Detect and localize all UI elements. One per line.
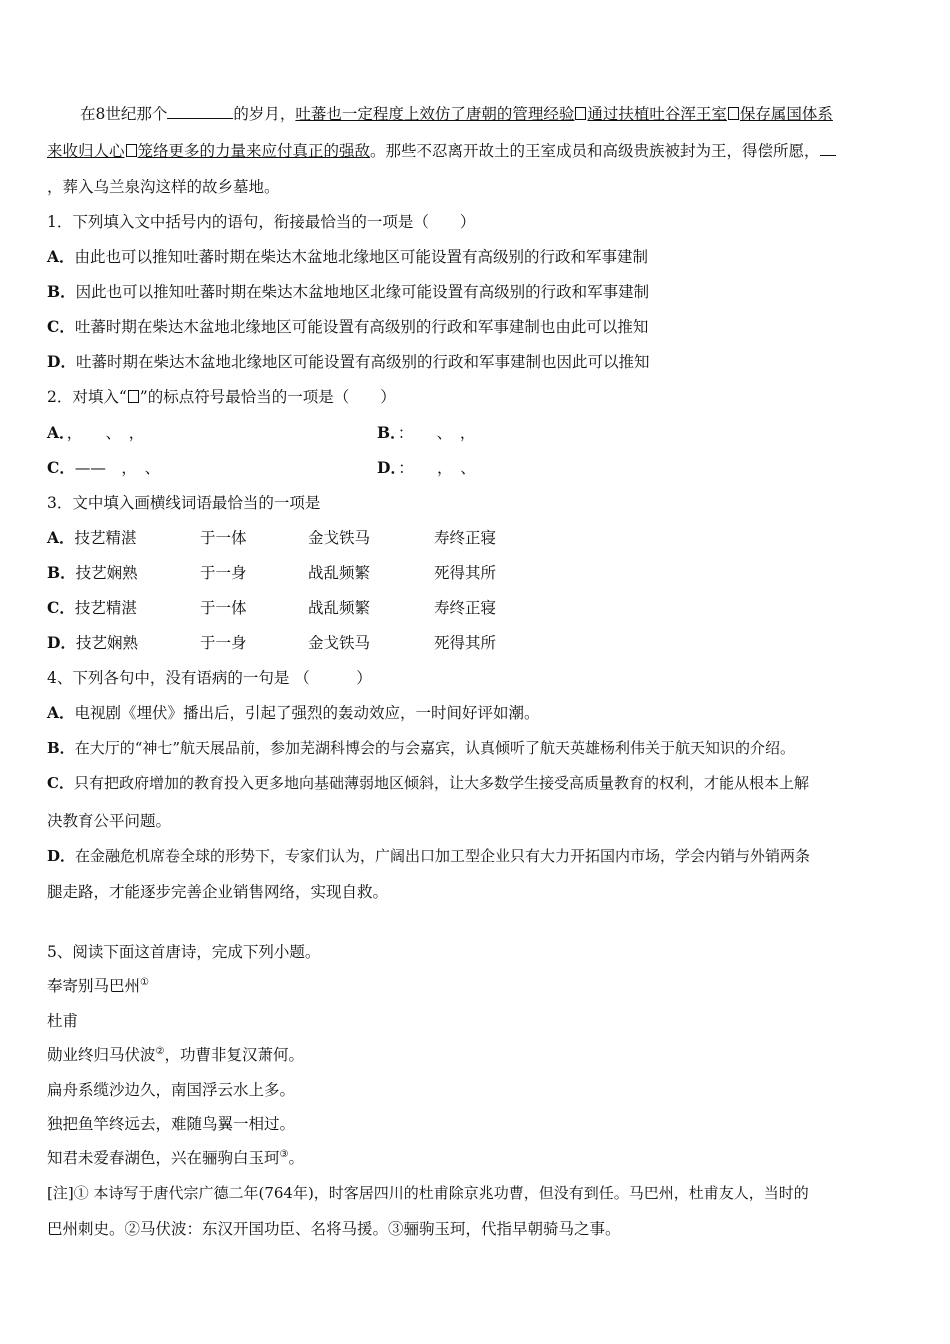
option-letter: D． xyxy=(47,633,76,652)
punctuation-box xyxy=(126,144,137,157)
q3-option-d[interactable] xyxy=(47,633,497,653)
option-letter: C． xyxy=(47,774,74,792)
passage-text: 的岁月， xyxy=(233,105,296,123)
option-word: 于一身 xyxy=(200,634,247,652)
option-letter: B． xyxy=(47,563,76,582)
option-text: 在大厅的“神七”航天展品前，参加芜湖科博会的与会嘉宾，认真倾听了航天英雄杨利伟关于航天知识的介绍。 xyxy=(74,739,796,757)
underlined-text: 保存属国体系 xyxy=(739,105,833,123)
q4-option-c[interactable] xyxy=(47,773,809,793)
option-letter: D． xyxy=(47,352,76,371)
q5-stem: 5、阅读下面这首唐诗，完成下列小题。 xyxy=(47,943,321,961)
option-text: ： ， 、 xyxy=(398,459,476,477)
q3-option-c[interactable] xyxy=(47,598,497,618)
passage-text: 在8世纪那个 xyxy=(80,105,168,123)
poem-text: 知君未爱春湖色，兴在骊驹白玉珂 xyxy=(47,1149,280,1167)
passage-text: 。那些不忍离开故土的王室成员和高级贵族被封为王，得偿所愿， xyxy=(370,142,820,160)
option-text: 吐蕃时期在柴达木盆地北缘地区可能设置有高级别的行政和军事建制也因此可以推知 xyxy=(75,353,650,371)
poem-text: ，功曹非复汉萧何。 xyxy=(164,1046,304,1064)
q3-stem: 3．文中填入画横线词语最恰当的一项是 xyxy=(47,494,321,512)
option-word: 技艺精湛 xyxy=(74,599,137,617)
q2-option-d[interactable] xyxy=(377,458,476,478)
underlined-text: 吐蕃也一定程度上效仿了唐朝的管理经验 xyxy=(295,105,575,123)
option-text: ， 、 ， xyxy=(66,424,145,442)
option-word: 技艺娴熟 xyxy=(75,564,138,582)
q1-option-b[interactable] xyxy=(47,282,649,302)
option-word: 技艺娴熟 xyxy=(75,634,138,652)
option-letter: C． xyxy=(47,598,75,617)
footnote-mark: ③ xyxy=(279,1149,289,1160)
fill-blank xyxy=(820,141,836,156)
option-text: 由此也可以推知吐蕃时期在柴达木盆地北缘地区可能设置有高级别的行政和军事建制 xyxy=(74,248,649,266)
option-word: 死得其所 xyxy=(434,564,497,582)
poem-text: 勋业终归马伏波 xyxy=(47,1046,156,1064)
option-text: —— ， 、 xyxy=(74,459,161,477)
poem-text: 。 xyxy=(288,1149,304,1167)
q2-stem xyxy=(47,387,396,407)
q3-option-b[interactable] xyxy=(47,563,497,583)
q4-option-d[interactable] xyxy=(47,846,810,866)
footnote-mark: ② xyxy=(155,1046,165,1057)
option-text: 在金融危机席卷全球的形势下，专家们认为，广阔出口加工型企业只有大力开拓国内市场，学会内销与外销两条 xyxy=(75,847,811,865)
poem-note-1: [注]① 本诗写于唐代宗广德二年(764年)，时客居四川的杜甫除京兆功曹，但没有到任。马巴州，杜甫友人，当时的 xyxy=(47,1184,809,1202)
poem-line-3: 独把鱼竿终远去，难随鸟翼一相过。 xyxy=(47,1115,296,1133)
q4-option-d-cont: 腿走路，才能逐步完善企业销售网络，实现自救。 xyxy=(47,883,389,901)
option-word: 金戈铁马 xyxy=(308,634,371,652)
underlined-text: 通过扶植吐谷浑王室 xyxy=(587,105,727,123)
option-letter: D． xyxy=(377,458,399,477)
q2-option-c[interactable] xyxy=(47,458,160,478)
option-letter: B． xyxy=(47,739,75,757)
q4-option-a[interactable] xyxy=(47,703,540,723)
option-letter: D． xyxy=(47,847,76,865)
q4-stem: 4、下列各句中，没有语病的一句是 （ ） xyxy=(47,669,372,687)
q3-option-a[interactable] xyxy=(47,528,497,548)
q4-option-b[interactable] xyxy=(47,738,795,758)
punctuation-box xyxy=(575,107,586,120)
poem-note-2: 巴州刺史。②马伏波：东汉开国功臣、名将马援。③骊驹玉珂，代指早朝骑马之事。 xyxy=(47,1220,621,1238)
underlined-text: 来收归人心 xyxy=(47,142,125,160)
q2-option-a[interactable] xyxy=(47,423,144,443)
fill-blank xyxy=(167,104,233,119)
option-letter: A． xyxy=(47,703,75,722)
option-letter: B． xyxy=(47,282,76,301)
option-letter: B． xyxy=(377,423,398,442)
option-letter: A． xyxy=(47,247,75,266)
option-letter: A． xyxy=(47,528,75,547)
poem-title xyxy=(47,976,149,996)
q1-stem: 1．下列填入文中括号内的语句，衔接最恰当的一项是（ ） xyxy=(47,213,476,231)
option-word: 于一体 xyxy=(200,529,247,547)
passage-line-2 xyxy=(47,141,836,161)
poem-line-2: 扁舟系缆沙边久，南国浮云水上多。 xyxy=(47,1081,296,1099)
punctuation-box xyxy=(128,390,139,403)
option-word: 死得其所 xyxy=(434,634,497,652)
footnote-mark: ① xyxy=(140,977,149,988)
q2-option-b[interactable] xyxy=(377,423,475,443)
option-word: 战乱频繁 xyxy=(308,599,371,617)
poem-author: 杜甫 xyxy=(47,1012,79,1030)
passage-line-3 xyxy=(47,177,280,197)
q1-option-c[interactable] xyxy=(47,317,648,337)
stem-text: 2．对填入“ xyxy=(47,388,127,406)
poem-title-text: 奉寄别马巴州 xyxy=(47,977,141,995)
option-letter: A． xyxy=(47,423,67,442)
option-word: 寿终正寝 xyxy=(434,599,497,617)
option-word: 于一体 xyxy=(200,599,247,617)
option-letter: C． xyxy=(47,458,75,477)
stem-text: ”的标点符号最恰当的一项是（ ） xyxy=(139,388,396,406)
option-word: 寿终正寝 xyxy=(434,529,497,547)
q1-option-d[interactable] xyxy=(47,352,649,372)
option-word: 技艺精湛 xyxy=(74,529,137,547)
option-text: 吐蕃时期在柴达木盆地北缘地区可能设置有高级别的行政和军事建制也由此可以推知 xyxy=(74,318,649,336)
option-text: ： 、 ， xyxy=(397,424,476,442)
option-word: 战乱频繁 xyxy=(308,564,371,582)
poem-line-4 xyxy=(47,1148,304,1168)
passage-line-1 xyxy=(80,104,833,124)
q1-option-a[interactable] xyxy=(47,247,648,267)
option-text: 因此也可以推知吐蕃时期在柴达木盆地地区北缘可能设置有高级别的行政和军事建制 xyxy=(75,283,650,301)
q4-option-c-cont: 决教育公平问题。 xyxy=(47,812,172,830)
option-text: 只有把政府增加的教育投入更多地向基础薄弱地区倾斜，让大多数学生接受高质量教育的权利，才能从根本上解 xyxy=(73,774,809,792)
option-text: 电视剧《埋伏》播出后，引起了强烈的轰动效应，一时间好评如潮。 xyxy=(74,704,540,722)
option-word: 于一身 xyxy=(200,564,247,582)
option-word: 金戈铁马 xyxy=(308,529,371,547)
passage-text: ，葬入乌兰泉沟这样的故乡墓地。 xyxy=(47,178,280,196)
underlined-text: 笼络更多的力量来应付真正的强敌 xyxy=(137,142,371,160)
poem-line-1 xyxy=(47,1045,304,1065)
option-letter: C． xyxy=(47,317,75,336)
punctuation-box xyxy=(728,107,739,120)
